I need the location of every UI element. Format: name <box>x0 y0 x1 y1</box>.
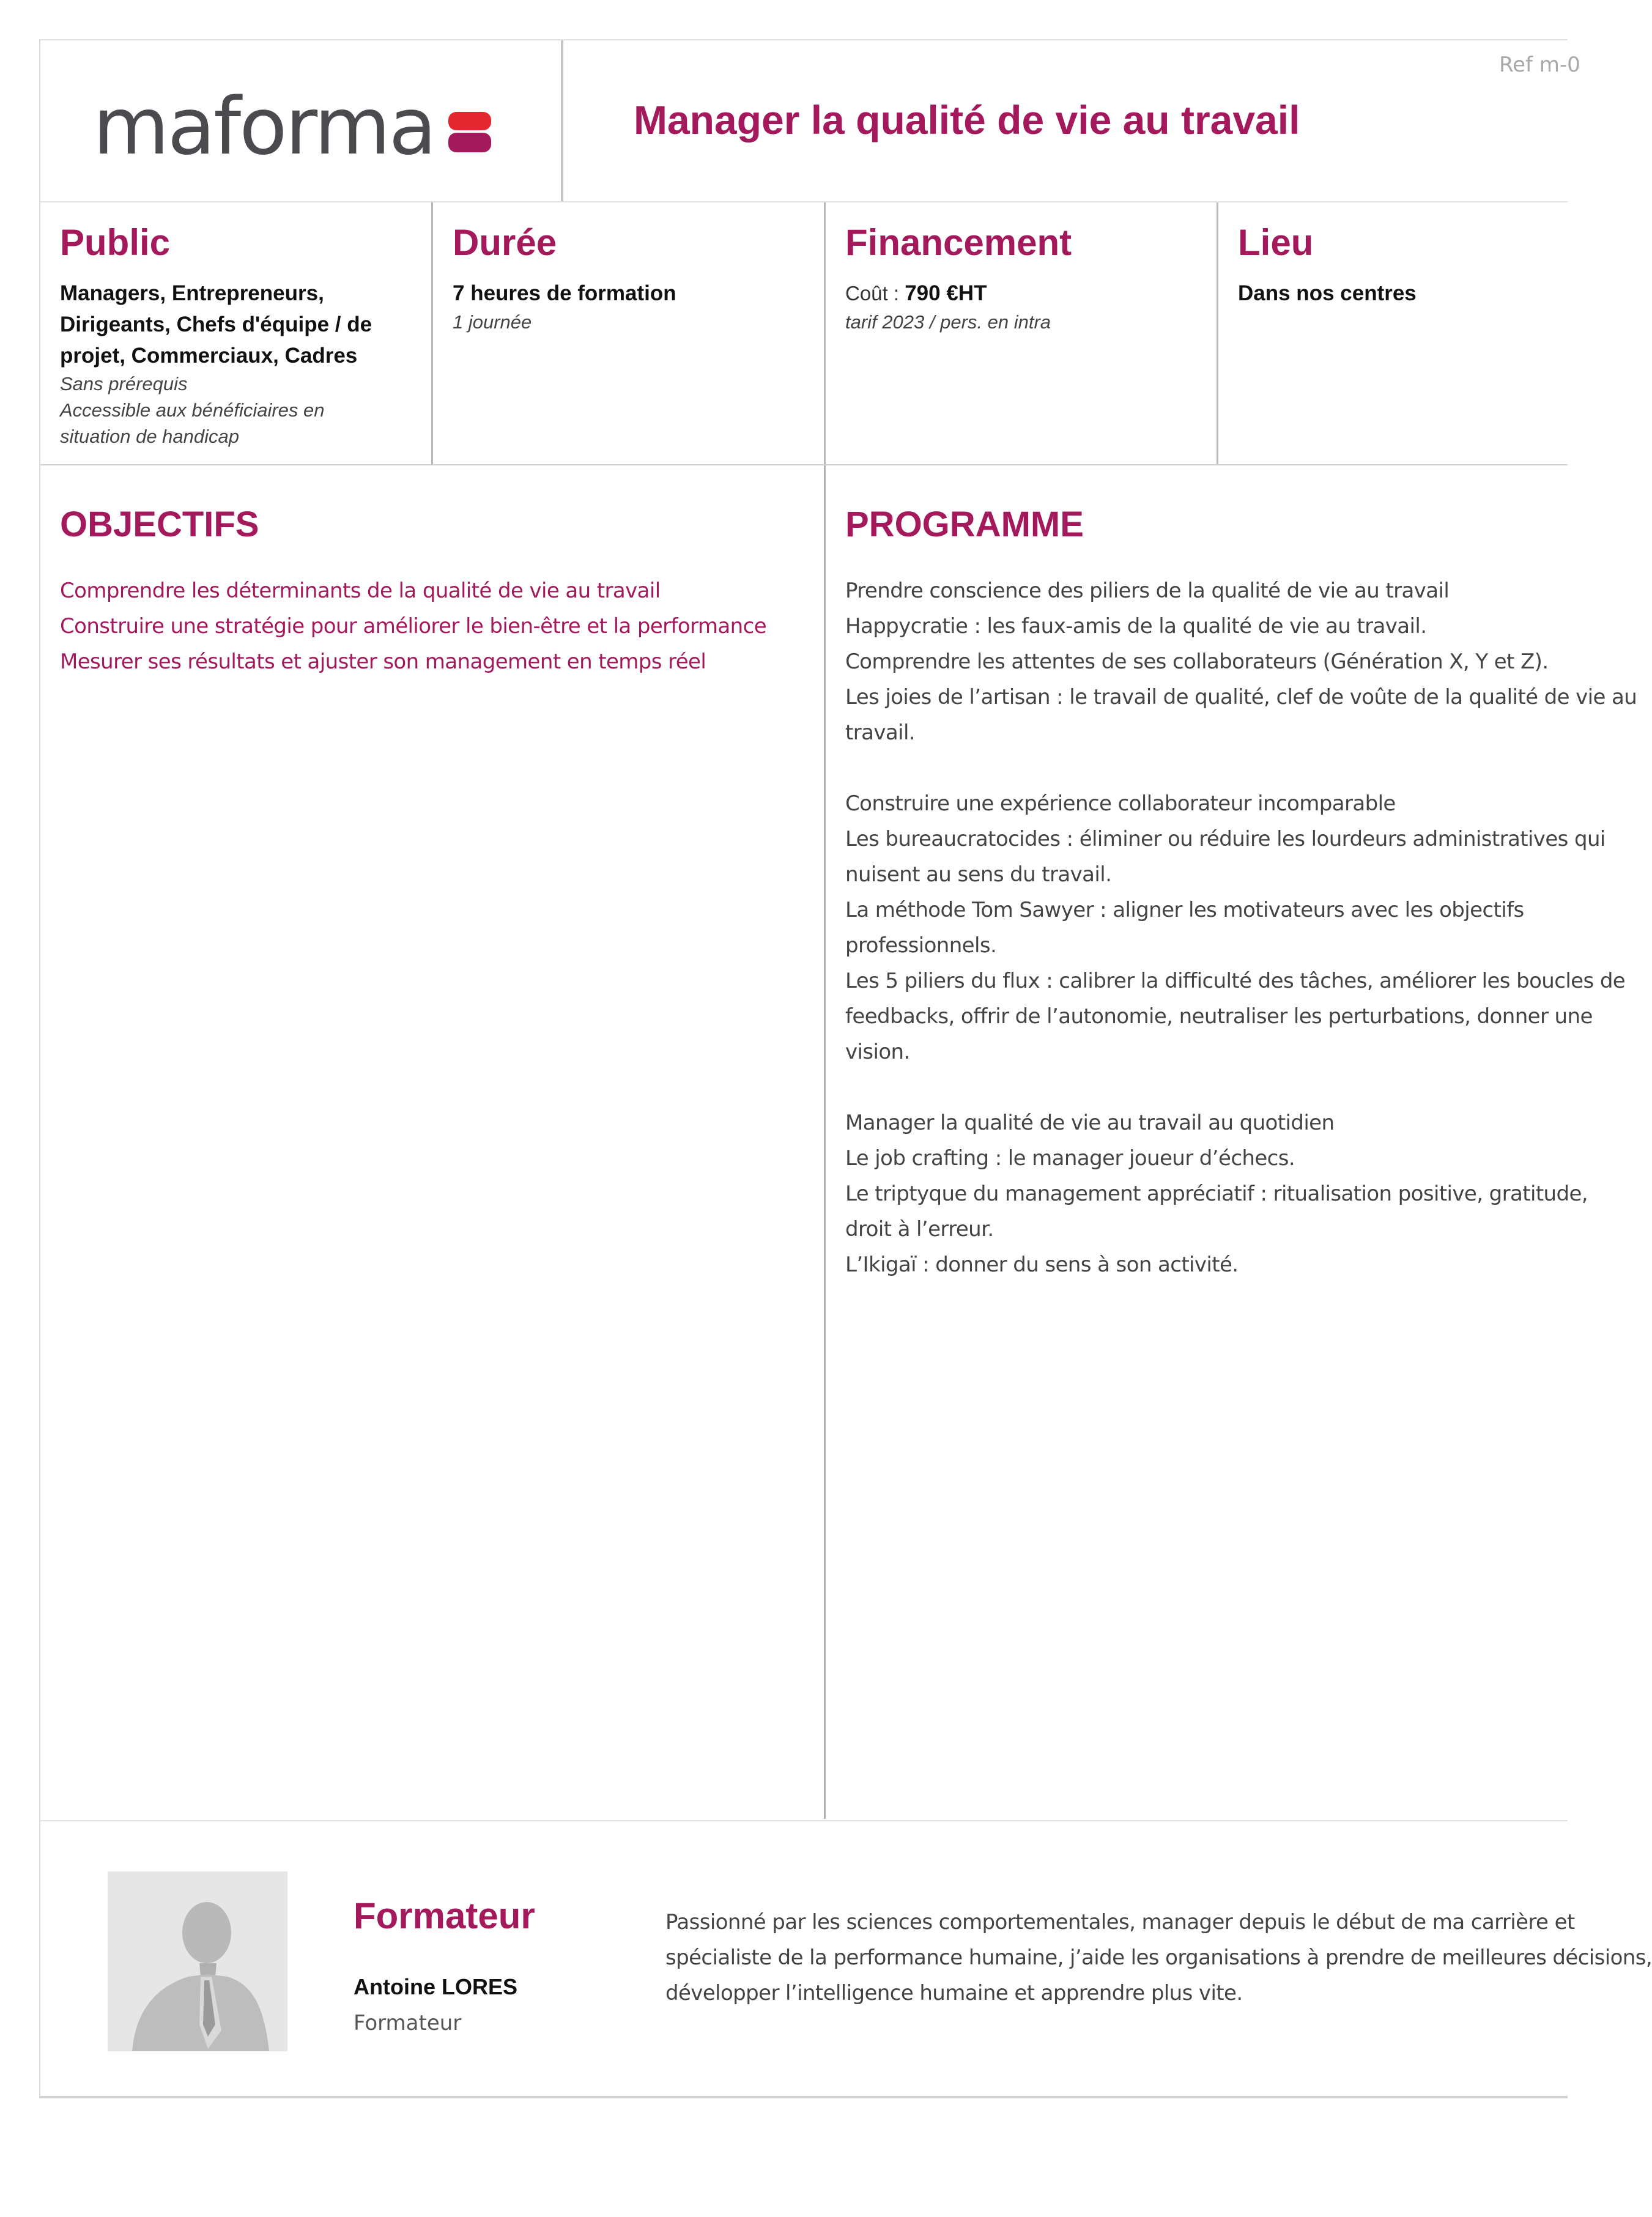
cost-note: tarif 2023 / pers. en intra <box>845 311 1051 333</box>
programme-line: La méthode Tom Sawyer : aligner les motivateurs avec les objectifs <box>845 897 1524 922</box>
public-heading: Public <box>60 222 171 263</box>
programme-list <box>845 573 1637 1282</box>
logo-text: maforma <box>93 81 435 172</box>
accessibility-line: Accessible aux bénéficiaires en <box>60 399 325 421</box>
programme-line: Les bureaucratocides : éliminer ou réduire les lourdeurs administratives qui <box>845 826 1606 851</box>
programme-line: feedbacks, offrir de l’autonomie, neutraliser les perturbations, donner une <box>845 1004 1593 1029</box>
trainer-bio-line: spécialiste de la performance humaine, j’aide les organisations à prendre de meilleures décisions, <box>665 1945 1652 1970</box>
avatar <box>108 1871 287 2051</box>
logo-area <box>40 40 563 201</box>
objectifs-section <box>40 465 826 1819</box>
page-title: Manager la qualité de vie au travail <box>634 97 1300 142</box>
programme-line: Happycratie : les faux-amis de la qualité de vie au travail. <box>845 613 1427 638</box>
programme-section <box>826 465 1637 1819</box>
programme-line: Le job crafting : le manager joueur d’échecs. <box>845 1146 1295 1171</box>
programme-line: Les 5 piliers du flux : calibrer la difficulté des tâches, améliorer les boucles de <box>845 968 1626 993</box>
trainer-bio <box>665 1904 1652 2011</box>
programme-line: Les joies de l’artisan : le travail de qualité, clef de voûte de la qualité de vie au <box>845 684 1637 709</box>
duree-hours: 7 heures de formation <box>453 281 676 305</box>
prerequisites-text: Sans prérequis <box>60 373 188 395</box>
cost-label: Coût : <box>845 282 905 305</box>
trainer-name: Antoine LORES <box>354 1974 517 1999</box>
programme-line: L’Ikigaï : donner du sens à son activité. <box>845 1252 1239 1277</box>
programme-line: travail. <box>845 720 916 745</box>
programme-line: professionnels. <box>845 933 997 958</box>
objectifs-heading: OBJECTIFS <box>60 505 259 544</box>
person-silhouette-icon <box>108 1871 287 2051</box>
reference-code: Ref m-0 <box>1499 53 1580 77</box>
duree-days: 1 journée <box>453 311 532 333</box>
programme-line: Comprendre les attentes de ses collaborateurs (Génération X, Y et Z). <box>845 649 1549 674</box>
programme-spacer <box>845 1070 1601 1105</box>
financement-cell <box>826 202 1218 464</box>
programme-line: nuisent au sens du travail. <box>845 862 1112 887</box>
lieu-heading: Lieu <box>1238 222 1314 263</box>
programme-line: Prendre conscience des piliers de la qualité de vie au travail <box>845 578 1450 603</box>
programme-line: Manager la qualité de vie au travail au quotidien <box>845 1110 1335 1135</box>
objectif-item: Construire une stratégie pour améliorer le bien-être et la performance <box>60 613 767 638</box>
objectif-item: Mesurer ses résultats et ajuster son management en temps réel <box>60 649 706 674</box>
header <box>40 40 1580 202</box>
trainer-role: Formateur <box>354 2011 462 2035</box>
cost-line <box>845 278 1197 309</box>
programme-line: vision. <box>845 1039 910 1064</box>
public-cell <box>40 202 433 464</box>
audience-line: Managers, Entrepreneurs, <box>60 281 324 305</box>
trainer-section <box>40 1820 1652 2098</box>
info-row <box>40 202 1568 465</box>
programme-heading: PROGRAMME <box>845 505 1084 544</box>
objectifs-list <box>60 573 804 679</box>
maforma-logo <box>93 81 491 172</box>
programme-line: Le triptyque du management appréciatif : ritualisation positive, gratitude, <box>845 1181 1588 1206</box>
programme-line: Construire une expérience collaborateur incomparable <box>845 791 1396 816</box>
objectif-item: Comprendre les déterminants de la qualité de vie au travail <box>60 578 661 603</box>
trainer-bio-line: développer l’intelligence humaine et apprendre plus vite. <box>665 1981 1243 2005</box>
logo-mark-icon <box>448 112 491 152</box>
audience-line: Dirigeants, Chefs d'équipe / de <box>60 312 372 336</box>
financement-heading: Financement <box>845 222 1072 263</box>
cost-value: 790 €HT <box>905 281 987 305</box>
accessibility-line: situation de handicap <box>60 425 240 447</box>
trainer-heading: Formateur <box>354 1895 535 1936</box>
document-page <box>39 39 1652 2098</box>
lieu-value: Dans nos centres <box>1238 281 1417 305</box>
trainer-bio-line: Passionné par les sciences comportementales, manager depuis le début de ma carrière et <box>665 1910 1575 1934</box>
audience-line: projet, Commerciaux, Cadres <box>60 343 358 368</box>
programme-spacer <box>845 750 1601 786</box>
duree-heading: Durée <box>453 222 557 263</box>
lieu-cell <box>1218 202 1585 464</box>
programme-line: droit à l’erreur. <box>845 1216 994 1242</box>
duree-cell <box>433 202 826 464</box>
content-area <box>40 465 1637 1820</box>
